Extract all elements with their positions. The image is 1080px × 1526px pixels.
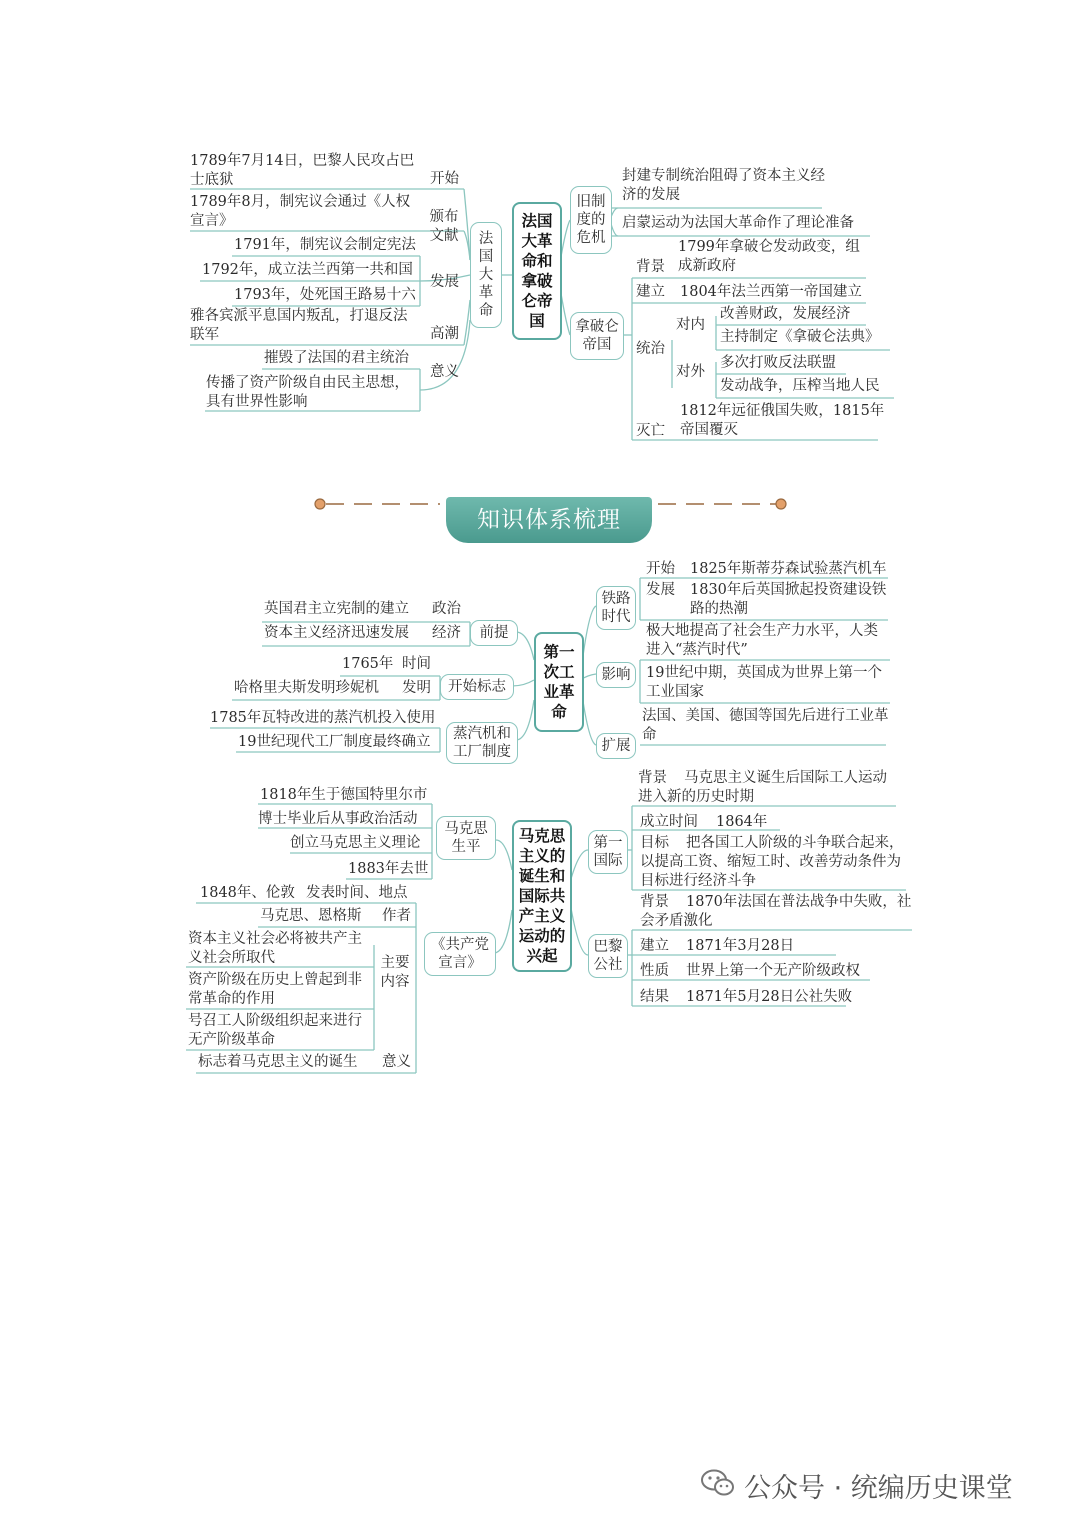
fi-bg-label: 背景 (638, 770, 667, 786)
railway-start-label: 开始 (646, 561, 675, 577)
fr-item-4: 1792年，成立法兰西第一共和国 (202, 262, 413, 278)
pc-bg-label: 背景 (640, 894, 669, 910)
fi-time: 1864年 (716, 814, 768, 830)
french-center-node: 法国大革命和拿破仑帝国 (512, 202, 562, 340)
old-item-2: 启蒙运动为法国大革命作了理论准备 (622, 215, 854, 231)
old-item-1: 封建专制统治阻碍了资本主义经济的发展 (622, 168, 825, 203)
start-label-2: 发明 (402, 680, 431, 696)
premise-item-2: 资本主义经济迅速发展 (264, 625, 409, 641)
wechat-icon (700, 1468, 736, 1498)
railway-node: 铁路时代 (596, 586, 636, 630)
old-regime-node: 旧制度的危机 (570, 186, 612, 254)
industrial-center-node: 第一次工业革命 (534, 632, 584, 732)
manifesto-meaning-label: 意义 (382, 1054, 411, 1070)
manifesto-content-3: 号召工人阶级组织起来进行无产阶级革命 (188, 1013, 362, 1048)
pc-est: 1871年3月28日 (686, 938, 795, 954)
premise-label-1: 政治 (432, 601, 461, 617)
manifesto-authors-label: 作者 (382, 908, 411, 924)
nap-inner-1: 改善财政，发展经济 (720, 306, 851, 322)
paris-commune-node: 巴黎公社 (588, 934, 628, 978)
impact-item-2: 19世纪中期，英国成为世界上第一个工业国家 (646, 665, 882, 700)
fr-item-8: 传播了资产阶级自由民主思想，具有世界性影响 (206, 375, 409, 410)
life-item-4: 1883年去世 (348, 861, 429, 877)
expand-item: 法国、美国、德国等国先后进行工业革命 (642, 708, 889, 743)
nap-outer-label: 对外 (676, 364, 705, 380)
pc-bg: 1870年法国在普法战争中失败，社会矛盾激化 (640, 894, 912, 929)
fr-label-start: 开始 (430, 171, 459, 187)
fr-label-climax: 高潮 (430, 326, 459, 342)
nap-inner-2: 主持制定《拿破仑法典》 (720, 329, 880, 345)
marxism-center-node: 马克思主义的诞生和国际共产主义运动的兴起 (512, 820, 572, 972)
fr-item-5: 1793年，处死国王路易十六 (234, 287, 416, 303)
nap-fall: 1812年远征俄国失败，1815年帝国覆灭 (680, 403, 885, 438)
watermark-text: 公众号 · 统编历史课堂 (744, 1473, 1013, 1504)
fr-item-7: 摧毁了法国的君主统治 (264, 350, 409, 366)
pc-result-label: 结果 (640, 989, 669, 1005)
pc-nature-label: 性质 (640, 963, 669, 979)
fr-item-2: 1789年8月，制宪议会通过《人权宣言》 (190, 194, 411, 229)
marx-life-node: 马克思生平 (436, 816, 496, 860)
railway-start: 1825年斯蒂芬森试验蒸汽机车 (690, 561, 887, 577)
manifesto-content-2: 资产阶级在历史上曾起到非常革命的作用 (188, 972, 362, 1007)
manifesto-content-1: 资本主义社会必将被共产主义社会所取代 (188, 931, 362, 966)
nap-bg-label: 背景 (636, 259, 665, 275)
manifesto-authors: 马克思、恩格斯 (260, 908, 362, 924)
fr-label-publish: 颁布文献 (429, 209, 459, 244)
nap-fall-label: 灭亡 (636, 423, 665, 439)
fr-label-meaning: 意义 (430, 364, 459, 380)
pc-result: 1871年5月28日公社失败 (686, 989, 853, 1005)
steam-node: 蒸汽机和工厂制度 (446, 722, 518, 764)
manifesto-meaning: 标志着马克思主义的诞生 (198, 1054, 358, 1070)
napoleon-empire-node: 拿破仑帝国 (570, 312, 624, 360)
fr-item-6: 雅各宾派平息国内叛乱，打退反法联军 (190, 308, 408, 343)
fi-bg: 马克思主义诞生后国际工人运动进入新的历史时期 (638, 770, 887, 805)
railway-develop: 1830年后英国掀起投资建设铁路的热潮 (690, 582, 887, 617)
section-banner: 知识体系梳理 (446, 497, 652, 543)
manifesto-node: 《共产党宣言》 (424, 932, 496, 976)
nap-outer-1: 多次打败反法联盟 (720, 355, 836, 371)
life-item-2: 博士毕业后从事政治活动 (258, 811, 418, 827)
fi-goal-label: 目标 (640, 835, 669, 851)
fr-item-3: 1791年，制宪议会制定宪法 (234, 237, 416, 253)
steam-item-1: 1785年瓦特改进的蒸汽机投入使用 (210, 710, 436, 726)
fi-goal: 把各国工人阶级的斗争联合起来，以提高工资、缩短工时、改善劳动条件为目标进行经济斗争 (640, 835, 904, 889)
premise-node: 前提 (470, 620, 518, 646)
french-revolution-node: 法国大革命 (470, 222, 502, 328)
start-item-2: 哈格里夫斯发明珍妮机 (234, 680, 379, 696)
expand-node: 扩展 (596, 733, 636, 759)
premise-item-1: 英国君主立宪制的建立 (264, 601, 409, 617)
first-international-node: 第一国际 (588, 830, 628, 874)
nap-est: 1804年法兰西第一帝国建立 (680, 284, 862, 300)
manifesto-time-label: 发表时间、地点 (306, 885, 408, 901)
start-item-1: 1765年 (342, 656, 394, 672)
impact-item-1: 极大地提高了社会生产力水平，人类进入“蒸汽时代” (646, 623, 878, 658)
start-label-1: 时间 (402, 656, 431, 672)
life-item-3: 创立马克思主义理论 (290, 835, 421, 851)
nap-inner-label: 对内 (676, 317, 705, 333)
steam-item-2: 19世纪现代工厂制度最终确立 (238, 734, 431, 750)
fr-label-develop: 发展 (430, 274, 459, 290)
pc-est-label: 建立 (640, 938, 669, 954)
life-item-1: 1818年生于德国特里尔市 (260, 787, 428, 803)
start-sign-node: 开始标志 (440, 674, 514, 700)
nap-rule-label: 统治 (636, 341, 665, 357)
premise-label-2: 经济 (432, 625, 461, 641)
impact-node: 影响 (596, 662, 636, 688)
railway-develop-label: 发展 (646, 582, 675, 598)
nap-bg: 1799年拿破仑发动政变，组成新政府 (678, 239, 860, 274)
pc-nature: 世界上第一个无产阶级政权 (686, 963, 860, 979)
fr-item-1: 1789年7月14日，巴黎人民攻占巴士底狱 (190, 153, 415, 188)
manifesto-time: 1848年、伦敦 (200, 885, 295, 901)
nap-est-label: 建立 (636, 284, 665, 300)
fi-time-label: 成立时间 (640, 814, 698, 830)
manifesto-content-label: 主要内容 (380, 955, 410, 990)
nap-outer-2: 发动战争，压榨当地人民 (720, 378, 880, 394)
